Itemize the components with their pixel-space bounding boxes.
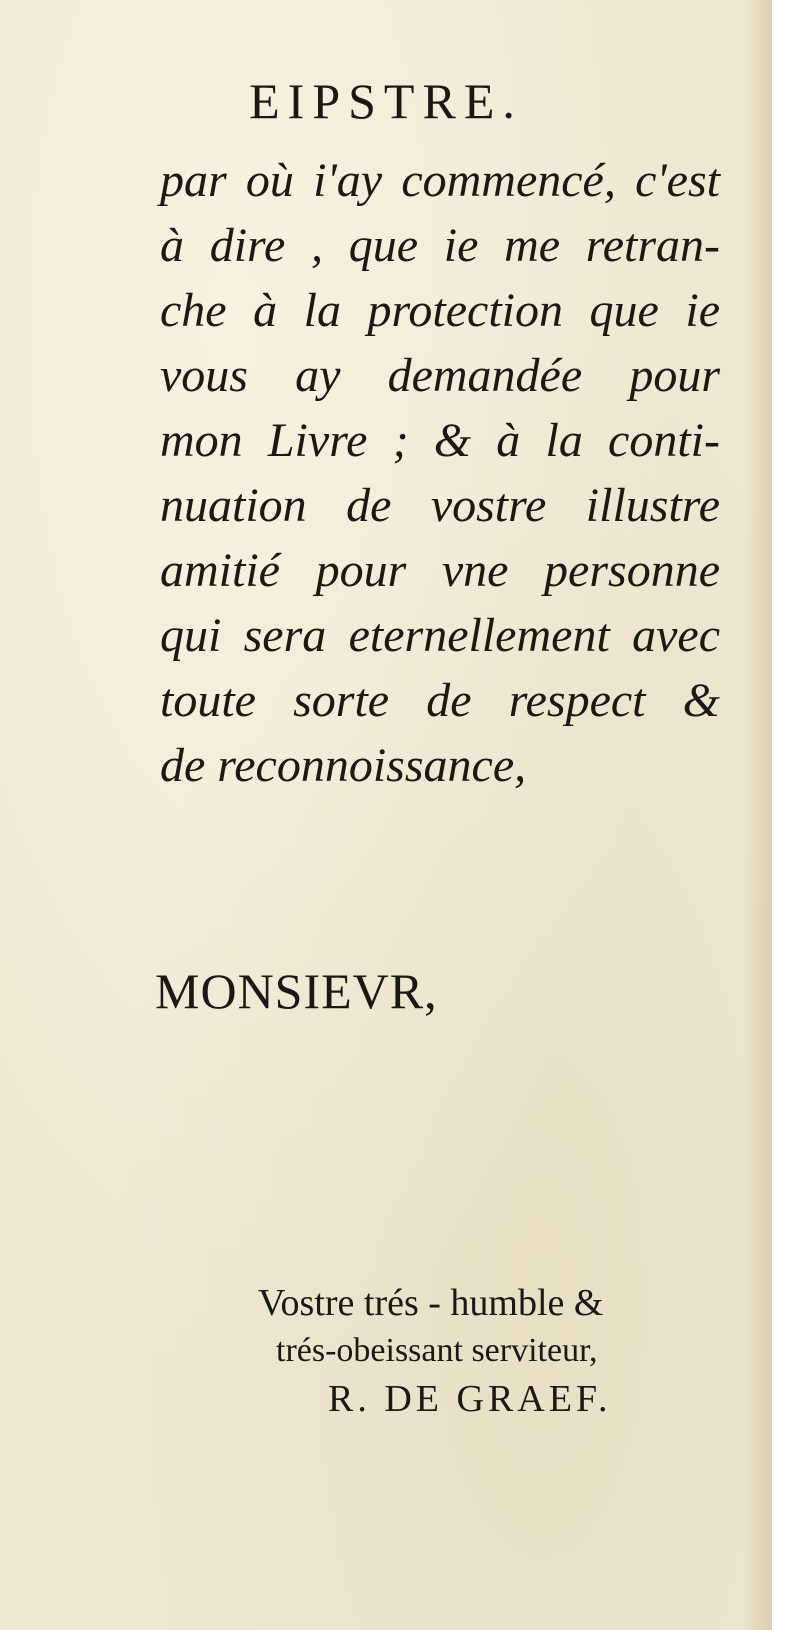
page-edge-shadow (744, 0, 772, 1630)
body-line: vous ay demandée pour (160, 349, 720, 402)
signature-line: trés-obeissant serviteur, (276, 1332, 598, 1369)
body-line: à dire , que ie me retran- (160, 219, 720, 272)
body-line: mon Livre ; & à la conti- (160, 414, 720, 467)
body-line: toute sorte de respect & (160, 674, 720, 727)
signature-name: R. DE GRAEF. (328, 1378, 612, 1420)
body-line: de reconnoissance, (160, 739, 527, 792)
signature-block (258, 1278, 708, 1424)
letter-body (160, 148, 720, 798)
body-line: qui sera eternellement avec (160, 609, 720, 662)
running-header: EIPSTRE. (249, 73, 523, 129)
salutation: MONSIEVR, (155, 963, 438, 1019)
body-line: amitié pour vne personne (160, 544, 720, 597)
body-line: par où i'ay commencé, c'est (160, 154, 720, 207)
body-line: nuation de vostre illustre (160, 479, 720, 532)
body-line: che à la protection que ie (160, 284, 720, 337)
signature-line: Vostre trés - humble & (258, 1282, 604, 1324)
